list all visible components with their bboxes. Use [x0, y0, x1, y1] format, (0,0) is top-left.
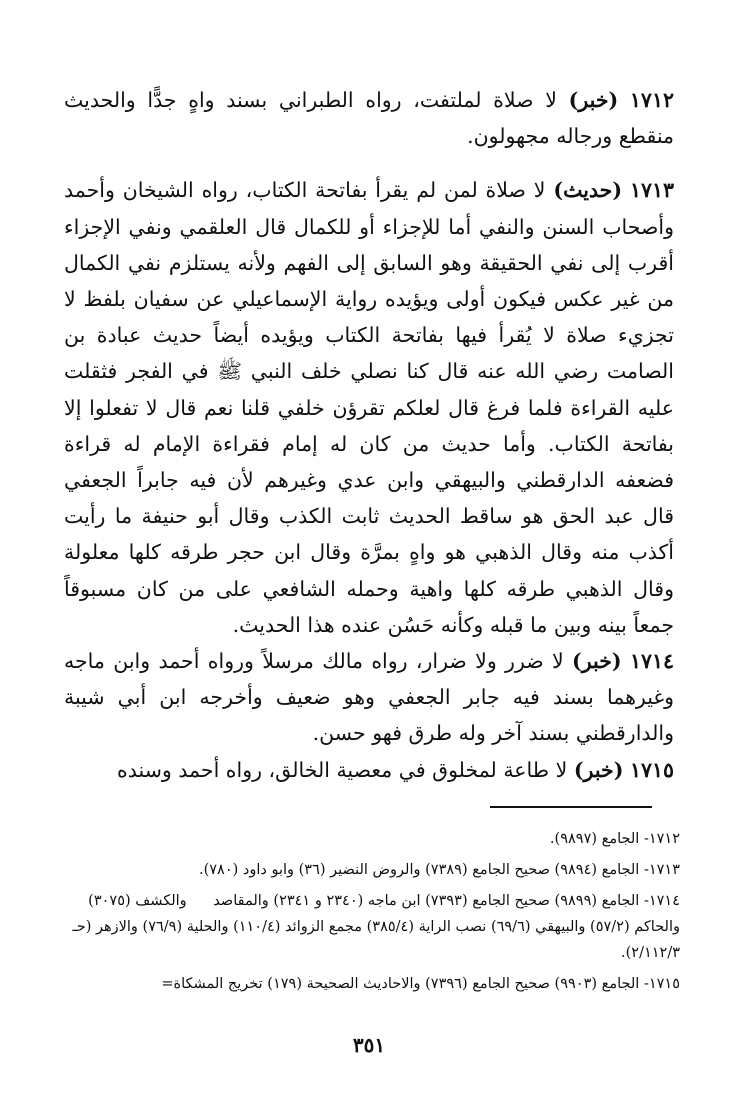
footnote-text: ١٧١٤- الجامع (٩٨٩٩) صحيح الجامع (٧٣٩٣) ابن ماجه (٢٣٤٠ و ٢٣٤١) والمقاصد: [213, 893, 680, 909]
footnotes: [60, 826, 680, 1002]
footnote-text: ١٧١٢- الجامع (٩٨٩٧).: [549, 831, 680, 847]
footnote-divider: [490, 806, 652, 808]
entry-tag: (خبر): [572, 649, 622, 674]
hadith-entry: [64, 643, 674, 752]
hadith-entry: [64, 172, 674, 643]
entry-tag: (خبر): [568, 88, 619, 112]
entry-text: لا طاعة لمخلوق في معصية الخالق، رواه أحمد وسنده: [117, 757, 568, 782]
footnote: [60, 971, 680, 997]
page-number: ٣٥١: [352, 1033, 386, 1057]
entry-tag: (حديث): [553, 178, 623, 203]
footnote: [60, 888, 680, 966]
entry-number: ١٧١٥: [629, 757, 674, 782]
footnote: [60, 826, 680, 852]
entry-text: لا ضرر ولا ضرار، رواه مالك مرسلاً ورواه أحمد وابن ماجه وغيرهما بسند فيه جابر الجعفي وهو ضعيف وأخرجه ابن أبي شيبة والدارقطني بسند آخر وله طرق فهو حسن.: [64, 649, 674, 746]
footnote: [60, 857, 680, 883]
main-text: [64, 82, 674, 788]
hadith-entry: [64, 82, 674, 154]
entry-number: ١٧١٤: [629, 649, 674, 674]
entry-text: لا صلاة لمن لم يقرأ بفاتحة الكتاب، رواه الشيخان وأحمد وأصحاب السنن والنفي أما للإجزاء أو للكمال قال العلقمي ونفي الإجزاء أقرب إلى نفي الحقيقة وهو السابق إلى الفهم ولأنه يستلزم نفي الكمال من غير عكس فيكون أولى ويؤيده رواية الإسماعيلي عن سفيان بلفظ لا تجزيء صلاة لا يُقرأ فيها بفاتحة الكتاب ويؤيده أيضاً حديث عبادة بن الصامت رضي الله عنه قال كنا نصلي خلف النبي ﷺ في الفجر فثقلت عليه القراءة فلما فرغ قال لعلكم تقرؤن خلفي قلنا نعم قال لا تفعلوا إلا بفاتحة الكتاب. وأما حديث من كان له إمام فقراءة الإمام له قراءة فضعفه الدارقطني والبيهقي وابن عدي وغيرهم لأن فيه جابراً الجعفي قال عبد الحق هو ساقط الحديث ثابت الكذب وقال أبو حنيفة ما رأيت أكذب منه وقال الذهبي هو واهٍ بمرَّة وقال ابن حجر طرقه كلها معلولة وقال الذهبي طرقه كلها واهية وحمله الشافعي على من كان مسبوقاً جمعاً بينه وبين ما قبله وكأنه حَسُن عنده هذا الحديث.: [64, 178, 674, 637]
entry-text: لا صلاة لملتفت، رواه الطبراني بسند واهٍ جدًّا والحديث منقطع ورجاله مجهولون.: [64, 88, 674, 149]
footnote-continuation: والكشف (٣٠٧٥) والحاكم (٥٧/٢) والبيهقي (٦٩/٦) نصب الراية (٣٨٥/٤) مجمع الزوائد (١١٠/٤) والحلية (٧٦/٩) والازهر (حـ ٢/١١٢/٣).: [72, 893, 680, 961]
footnote-text: ١٧١٣- الجامع (٩٨٩٤) صحيح الجامع (٧٣٨٩) والروض النضير (٣٦) وابو داود (٧٨٠).: [198, 862, 680, 878]
entry-number: ١٧١٣: [629, 178, 674, 203]
hadith-entry: [64, 752, 674, 788]
entry-tag: (خبر): [573, 757, 624, 782]
entry-number: ١٧١٢: [629, 88, 674, 112]
footnote-text: ١٧١٥- الجامع (٩٩٠٣) صحيح الجامع (٧٣٩٦) والاحاديث الصحيحة (١٧٩) تخريج المشكاة=: [161, 976, 680, 992]
